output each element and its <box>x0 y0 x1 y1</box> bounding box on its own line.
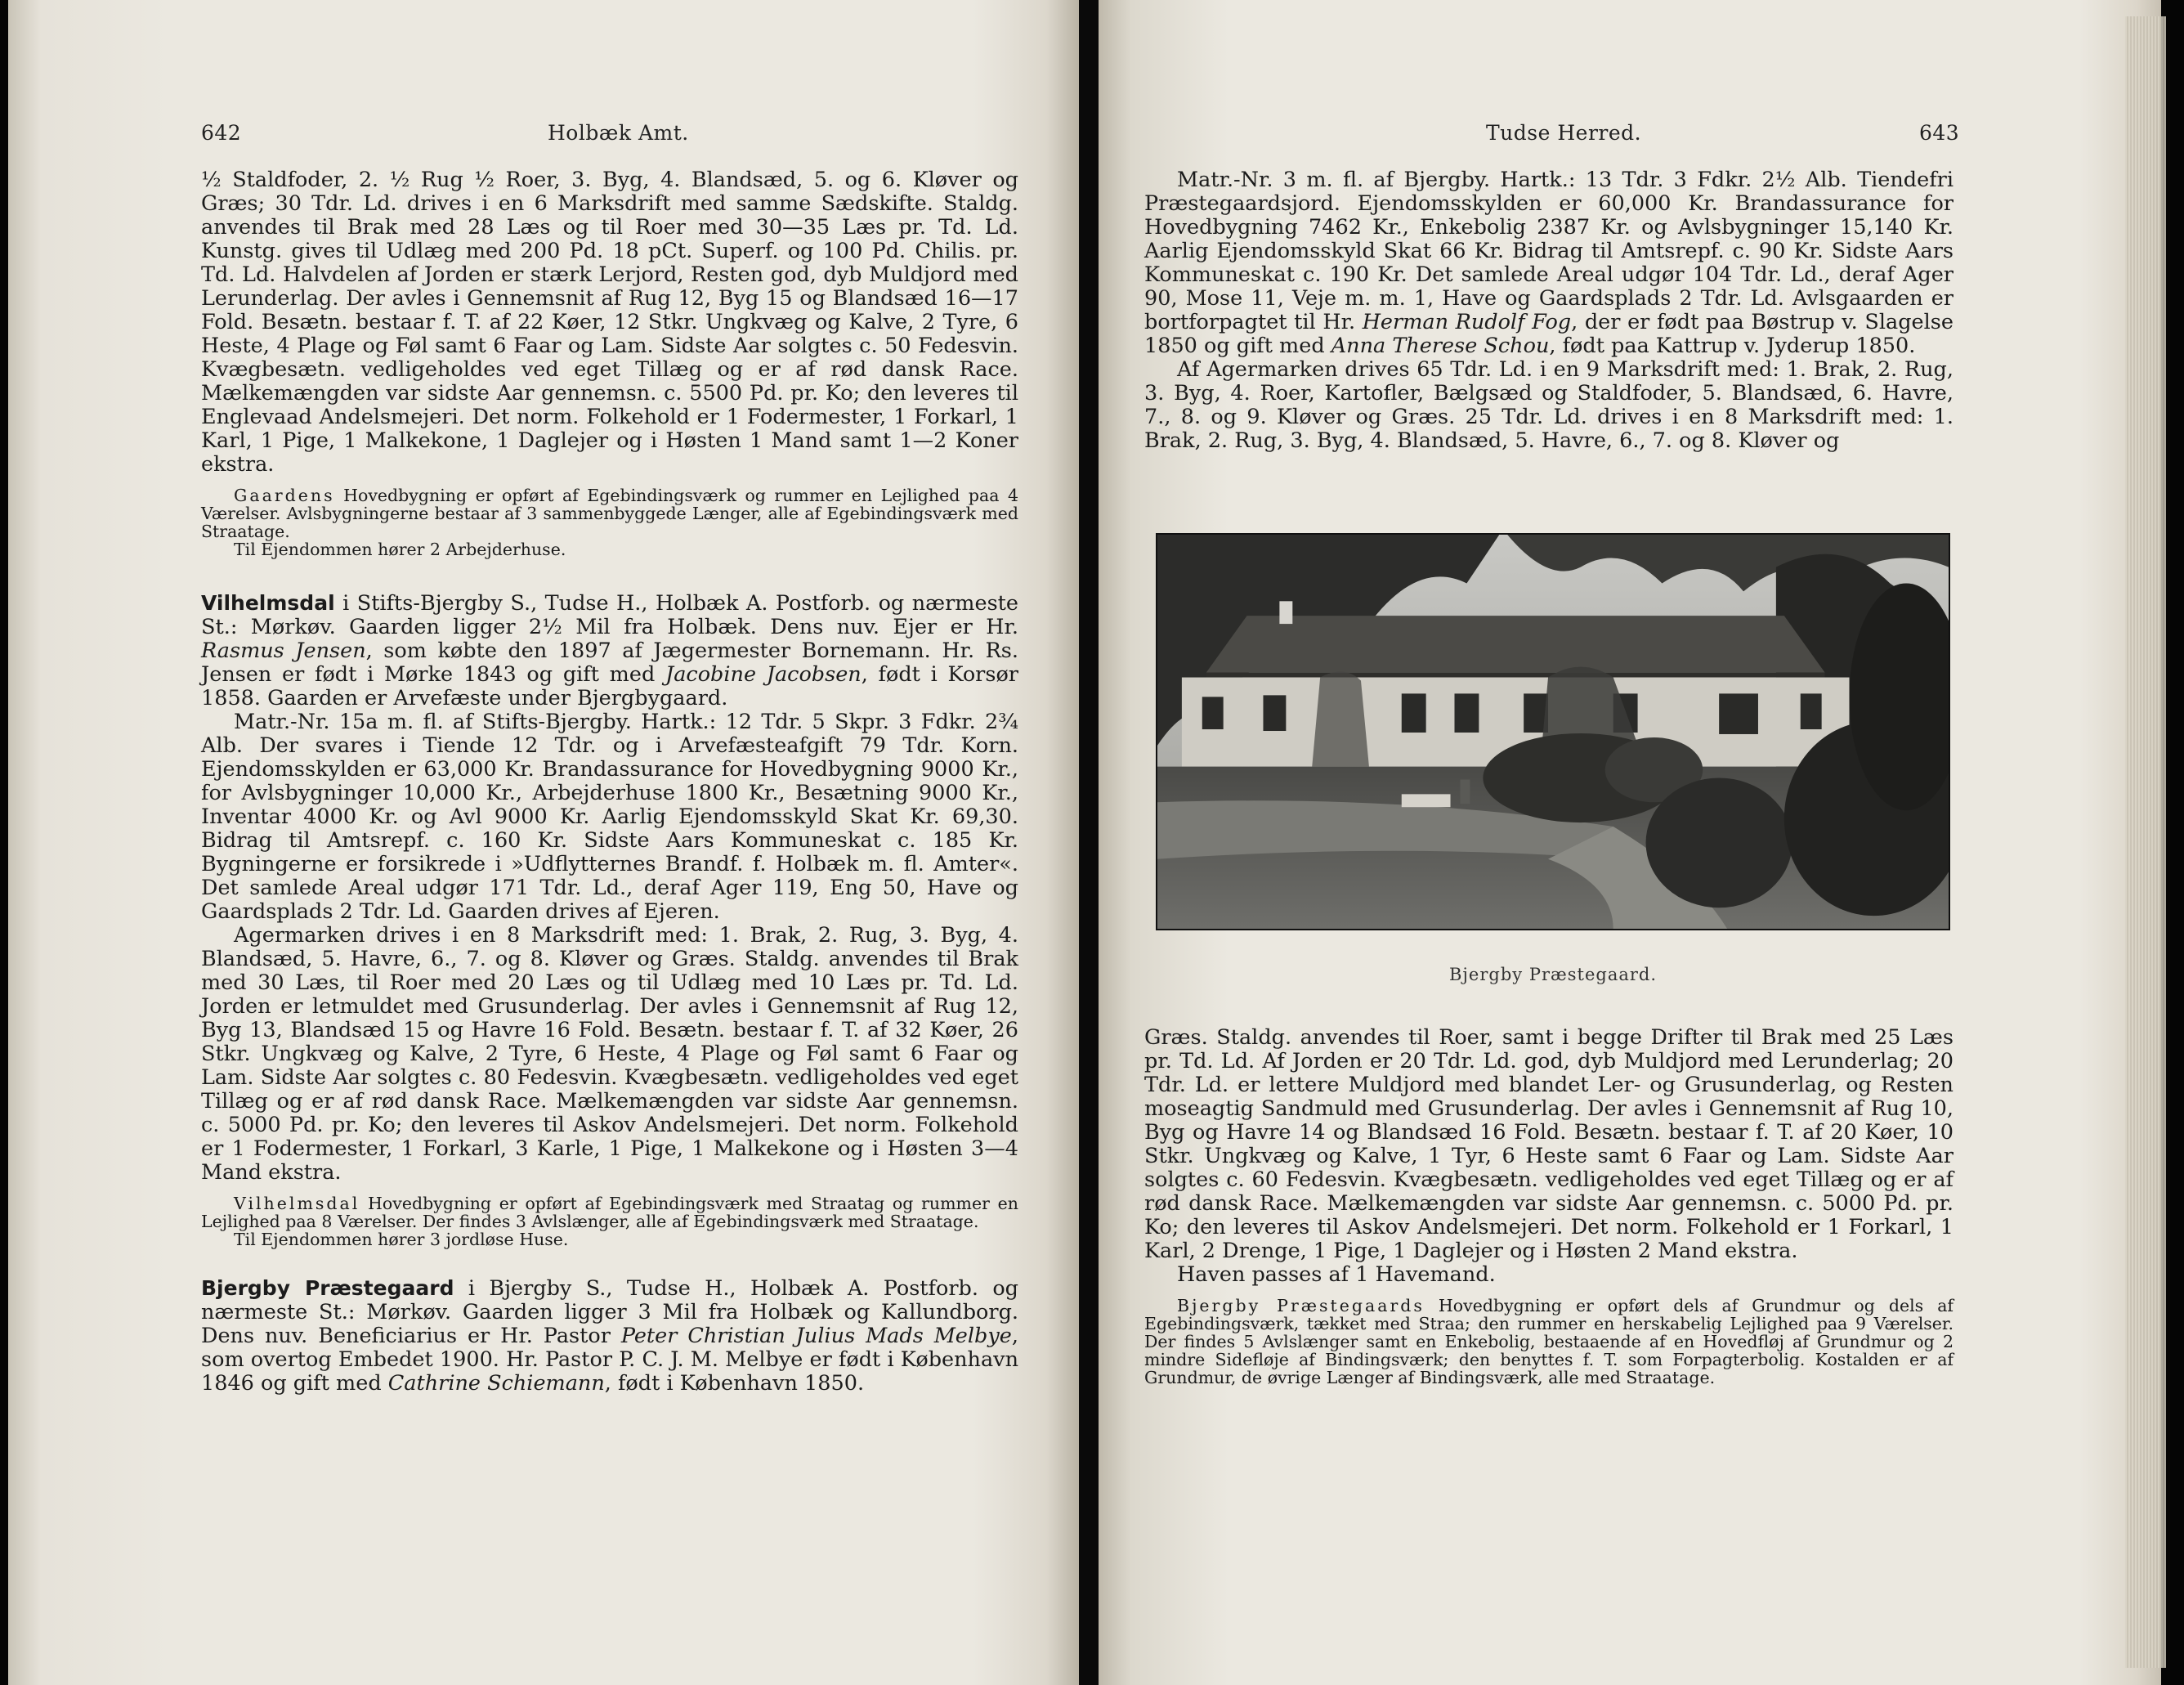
right-text-column-bottom <box>1144 1026 1954 1387</box>
footnote-bjergby: Bjergby Præstegaards Hovedbygning er opført dels af Grundmur og dels af Egebindingsværk, tækket med Straa; den rummer en herskabelig Lejlighed paa 9 Værelser. Der findes 5 Avlslænger samt en Enkebolig, bestaaende af en Hovedfløj af Grundmur og 2 mindre Sidefløje af Bindingsværk; den benyttes f. T. som Forpagterbolig. Kostalden er af Grundmur, de øvrige Længer af Bindingsværk, alle med Straatage. <box>1144 1296 1954 1387</box>
vilhelmsdal-paragraph-3: Agermarken drives i en 8 Marksdrift med: 1. Brak, 2. Rug, 3. Byg, 4. Blandsæd, 5. Havre, 6., 7. og 8. Kløver og Græs. Staldg. anvendes til Brak med 30 Læs, til Roer med 20 Læs og til Udlæg med 10 Læs pr. Td. Ld. Jorden er letmuldet med Grusunderlag. Der avles i Gennemsnit af Rug 12, Byg 13, Blandsæd 15 og Havre 16 Fold. Besætn. bestaar f. T. af 32 Køer, 26 Stkr. Ungkvæg og Kalve, 2 Tyre, 6 Heste, 4 Plage og Føl samt 6 Faar og Lam. Sidste Aar solgtes c. 80 Fedesvin. Kvægbesætn. vedligeholdes ved eget Tillæg og er af rød dansk Race. Mælkemængden var sidste Aar gennemsn. c. 5000 Pd. pr. Ko; den leveres til Askov Andelsmejeri. Det norm. Folkehold er 1 Fodermester, 1 Forkarl, 3 Karle, 1 Pige, 1 Malkekone og i Høsten 3—4 Mand ekstra. <box>201 923 1018 1185</box>
vilhelmsdal-paragraph-2: Matr.-Nr. 15a m. fl. af Stifts-Bjergby. Hartk.: 12 Tdr. 5 Skpr. 3 Fdkr. 2¾ Alb. Der svares i Tiende 12 Tdr. og i Arvefæsteafgift 79 Tdr. Korn. Ejendomsskylden er 63,000 Kr. Brandassurance for Hovedbygning 9000 Kr., for Avlsbygninger 10,000 Kr., Arbejderhuse 1800 Kr., Besætning 9000 Kr., Inventar 4000 Kr. og Avl 9000 Kr. Aarlig Ejendomsskyld Skat Kr. 69,30. Bidrag til Amtsrepf. c. 160 Kr. Sidste Aars Kommuneskat c. 185 Kr. Bygningerne er forsikrede i »Udflytternes Brandf. f. Holbæk m. fl. Amter«. Det samlede Areal udgør 171 Tdr. Ld., deraf Ager 119, Eng 50, Have og Gaardsplads 2 Tdr. Ld. Gaarden drives af Ejeren. <box>201 710 1018 924</box>
page-number-right: 643 <box>1919 121 1960 145</box>
left-page <box>8 0 1079 1685</box>
bjergby-paragraph-3: Haven passes af 1 Havemand. <box>1177 1262 1496 1287</box>
footnote-vilhelmsdal: Vilhelmsdal Hovedbygning er opført af Egebindingsværk med Straatag og rummer en Lejlighed paa 8 Værelser. Der findes 3 Avlslænger, alle af Egebindingsværk med Straatage. <box>201 1194 1018 1231</box>
page-number-left: 642 <box>201 121 242 145</box>
left-text-column <box>201 168 1018 1396</box>
right-text-column-top <box>1144 168 1954 453</box>
paragraph-continuation: ½ Staldfoder, 2. ½ Rug ½ Roer, 3. Byg, 4. Blandsæd, 5. og 6. Kløver og Græs; 30 Tdr. Ld. drives i en 6 Marksdrift med samme Sædskifte. Staldg. anvendes til Brak med 28 Læs og til Roer med 30—35 Læs pr. Td. Ld. Kunstg. gives til Udlæg med 200 Pd. 18 pCt. Superf. og 100 Pd. Chilis. pr. Td. Ld. Halvdelen af Jorden er stærk Lerjord, Resten god, dyb Muldjord med Lerunderlag. Der avles i Gennemsnit af Rug 12, Byg 15 og Blandsæd 16—17 Fold. Besætn. bestaar f. T. af 22 Køer, 12 Stkr. Ungkvæg og Kalve, 2 Tyre, 6 Heste, 4 Plage og Føl samt 6 Faar og Lam. Sidste Aar solgtes c. 50 Fedesvin. Kvægbesætn. vedligeholdes ved eget Tillæg og er af rød dansk Race. Mælkemængden var sidste Aar gennemsn. c. 5500 Pd. pr. Ko; den leveres til Englevaad Andelsmejeri. Det norm. Folkehold er 1 Fodermester, 1 Forkarl, 1 Karl, 1 Pige, 1 Malkekone, 1 Daglejer og i Høsten 1 Mand samt 1—2 Koner ekstra. <box>201 168 1018 477</box>
bjergby-paragraph-2-top: Af Agermarken drives 65 Tdr. Ld. i en 9 Marksdrift med: 1. Brak, 2. Rug, 3. Byg, 4. Roer, Kartofler, Bælgsæd og Staldfoder, 5. Blandsæd, 6. Havre, 7., 8. og 9. Kløver og Græs. 25 Tdr. Ld. drives i en 8 Marksdrift med: 1. Brak, 2. Rug, 3. Byg, 4. Blandsæd, 5. Havre, 6., 7. og 8. Kløver og <box>1144 357 1954 453</box>
house-photo-illustration <box>1157 535 1949 929</box>
page-edges <box>2125 16 2166 1668</box>
entry-title-vilhelmsdal: Vilhelmsdal <box>201 591 335 615</box>
gutter <box>1079 0 1099 1685</box>
footnote-gaardens-extra: Til Ejendommen hører 2 Arbejderhuse. <box>234 540 566 559</box>
footnote-vilhelmsdal-extra: Til Ejendommen hører 3 jordløse Huse. <box>234 1230 569 1249</box>
running-head-left: Holbæk Amt. <box>548 121 689 145</box>
bjergby-paragraph-2-bottom: Græs. Staldg. anvendes til Roer, samt i begge Drifter til Brak med 25 Læs pr. Td. Ld. Af Jorden er 20 Tdr. Ld. god, dyb Muldjord med Lerunderlag; 20 Tdr. Ld. er lettere Muldjord med blandet Ler- og Grusunderlag, og Resten moseagtig Sandmuld med Grusunderlag. Der avles i Gennemsnit af Rug 10, Byg og Havre 14 og Blandsæd 16 Fold. Besætn. bestaar f. T. af 20 Køer, 10 Stkr. Ungkvæg og Kalve, 1 Tyr, 6 Heste samt 6 Faar og Lam. Sidste Aar solgtes c. 60 Fedesvin. Kvægbesætn. vedligeholdes ved eget Tillæg og er af rød dansk Race. Mælkemængden var sidste Aar gennemsn. c. 5000 Pd. pr. Ko; den leveres til Askov Andelsmejeri. Det norm. Folkehold er 1 Forkarl, 1 Karl, 2 Drenge, 1 Pige, 1 Daglejer og i Høsten 2 Mand ekstra. <box>1144 1025 1954 1263</box>
footnote-gaardens: Gaardens Hovedbygning er opført af Egebindingsværk og rummer en Lejlighed paa 4 Værelser. Avlsbygningerne bestaar af 3 sammenbyggede Længer, alle af Egebindingsværk med Straatage. <box>201 486 1018 541</box>
entry-bjergby: Bjergby Præstegaard i Bjergby S., Tudse H., Holbæk A. Postforb. og nærmeste St.: Mørkøv. Gaarden ligger 3 Mil fra Holbæk og Kallundborg. Dens nuv. Beneficiarius er Hr. Pastor Peter Christian Julius Mads Melbye, som overtog Embedet 1900. Hr. Pastor P. C. J. M. Melbye er født i København 1846 og gift med Cathrine Schiemann, født i København 1850. <box>201 1276 1018 1396</box>
bjergby-paragraph-1: Matr.-Nr. 3 m. fl. af Bjergby. Hartk.: 13 Tdr. 3 Fdkr. 2½ Alb. Tiendefri Præstegaardsjord. Ejendomsskylden er 60,000 Kr. Brandassurance for Hovedbygning 7462 Kr., Enkebolig 2387 Kr. og Avlsbygninger 15,140 Kr. Aarlig Ejendomsskyld Skat 66 Kr. Bidrag til Amtsrepf. c. 90 Kr. Sidste Aars Kommuneskat c. 190 Kr. Det samlede Areal udgør 104 Tdr. Ld., deraf Ager 90, Mose 11, Veje m. m. 1, Have og Gaardsplads 2 Tdr. Ld. Avlsgaarden er bortforpagtet til Hr. Herman Rudolf Fog, der er født paa Bøstrup v. Slagelse 1850 og gift med Anna Therese Schou, født paa Kattrup v. Jyderup 1850. <box>1144 168 1954 358</box>
running-head-right: Tudse Herred. <box>1486 121 1642 145</box>
entry-title-bjergby: Bjergby Præstegaard <box>201 1276 454 1300</box>
photo-caption: Bjergby Præstegaard. <box>1448 965 1658 984</box>
entry-vilhelmsdal: Vilhelmsdal i Stifts-Bjergby S., Tudse H., Holbæk A. Postforb. og nærmeste St.: Mørkøv. Gaarden ligger 2½ Mil fra Holbæk. Dens nuv. Ejer er Hr. Rasmus Jensen, som købte den 1897 af Jægermester Bornemann. Hr. Rs. Jensen er født i Mørke 1843 og gift med Jacobine Jacobsen, født i Korsør 1858. Gaarden er Arvefæste under Bjergbygaard. <box>201 591 1018 710</box>
photo-bjergby-praestegaard <box>1156 533 1950 930</box>
